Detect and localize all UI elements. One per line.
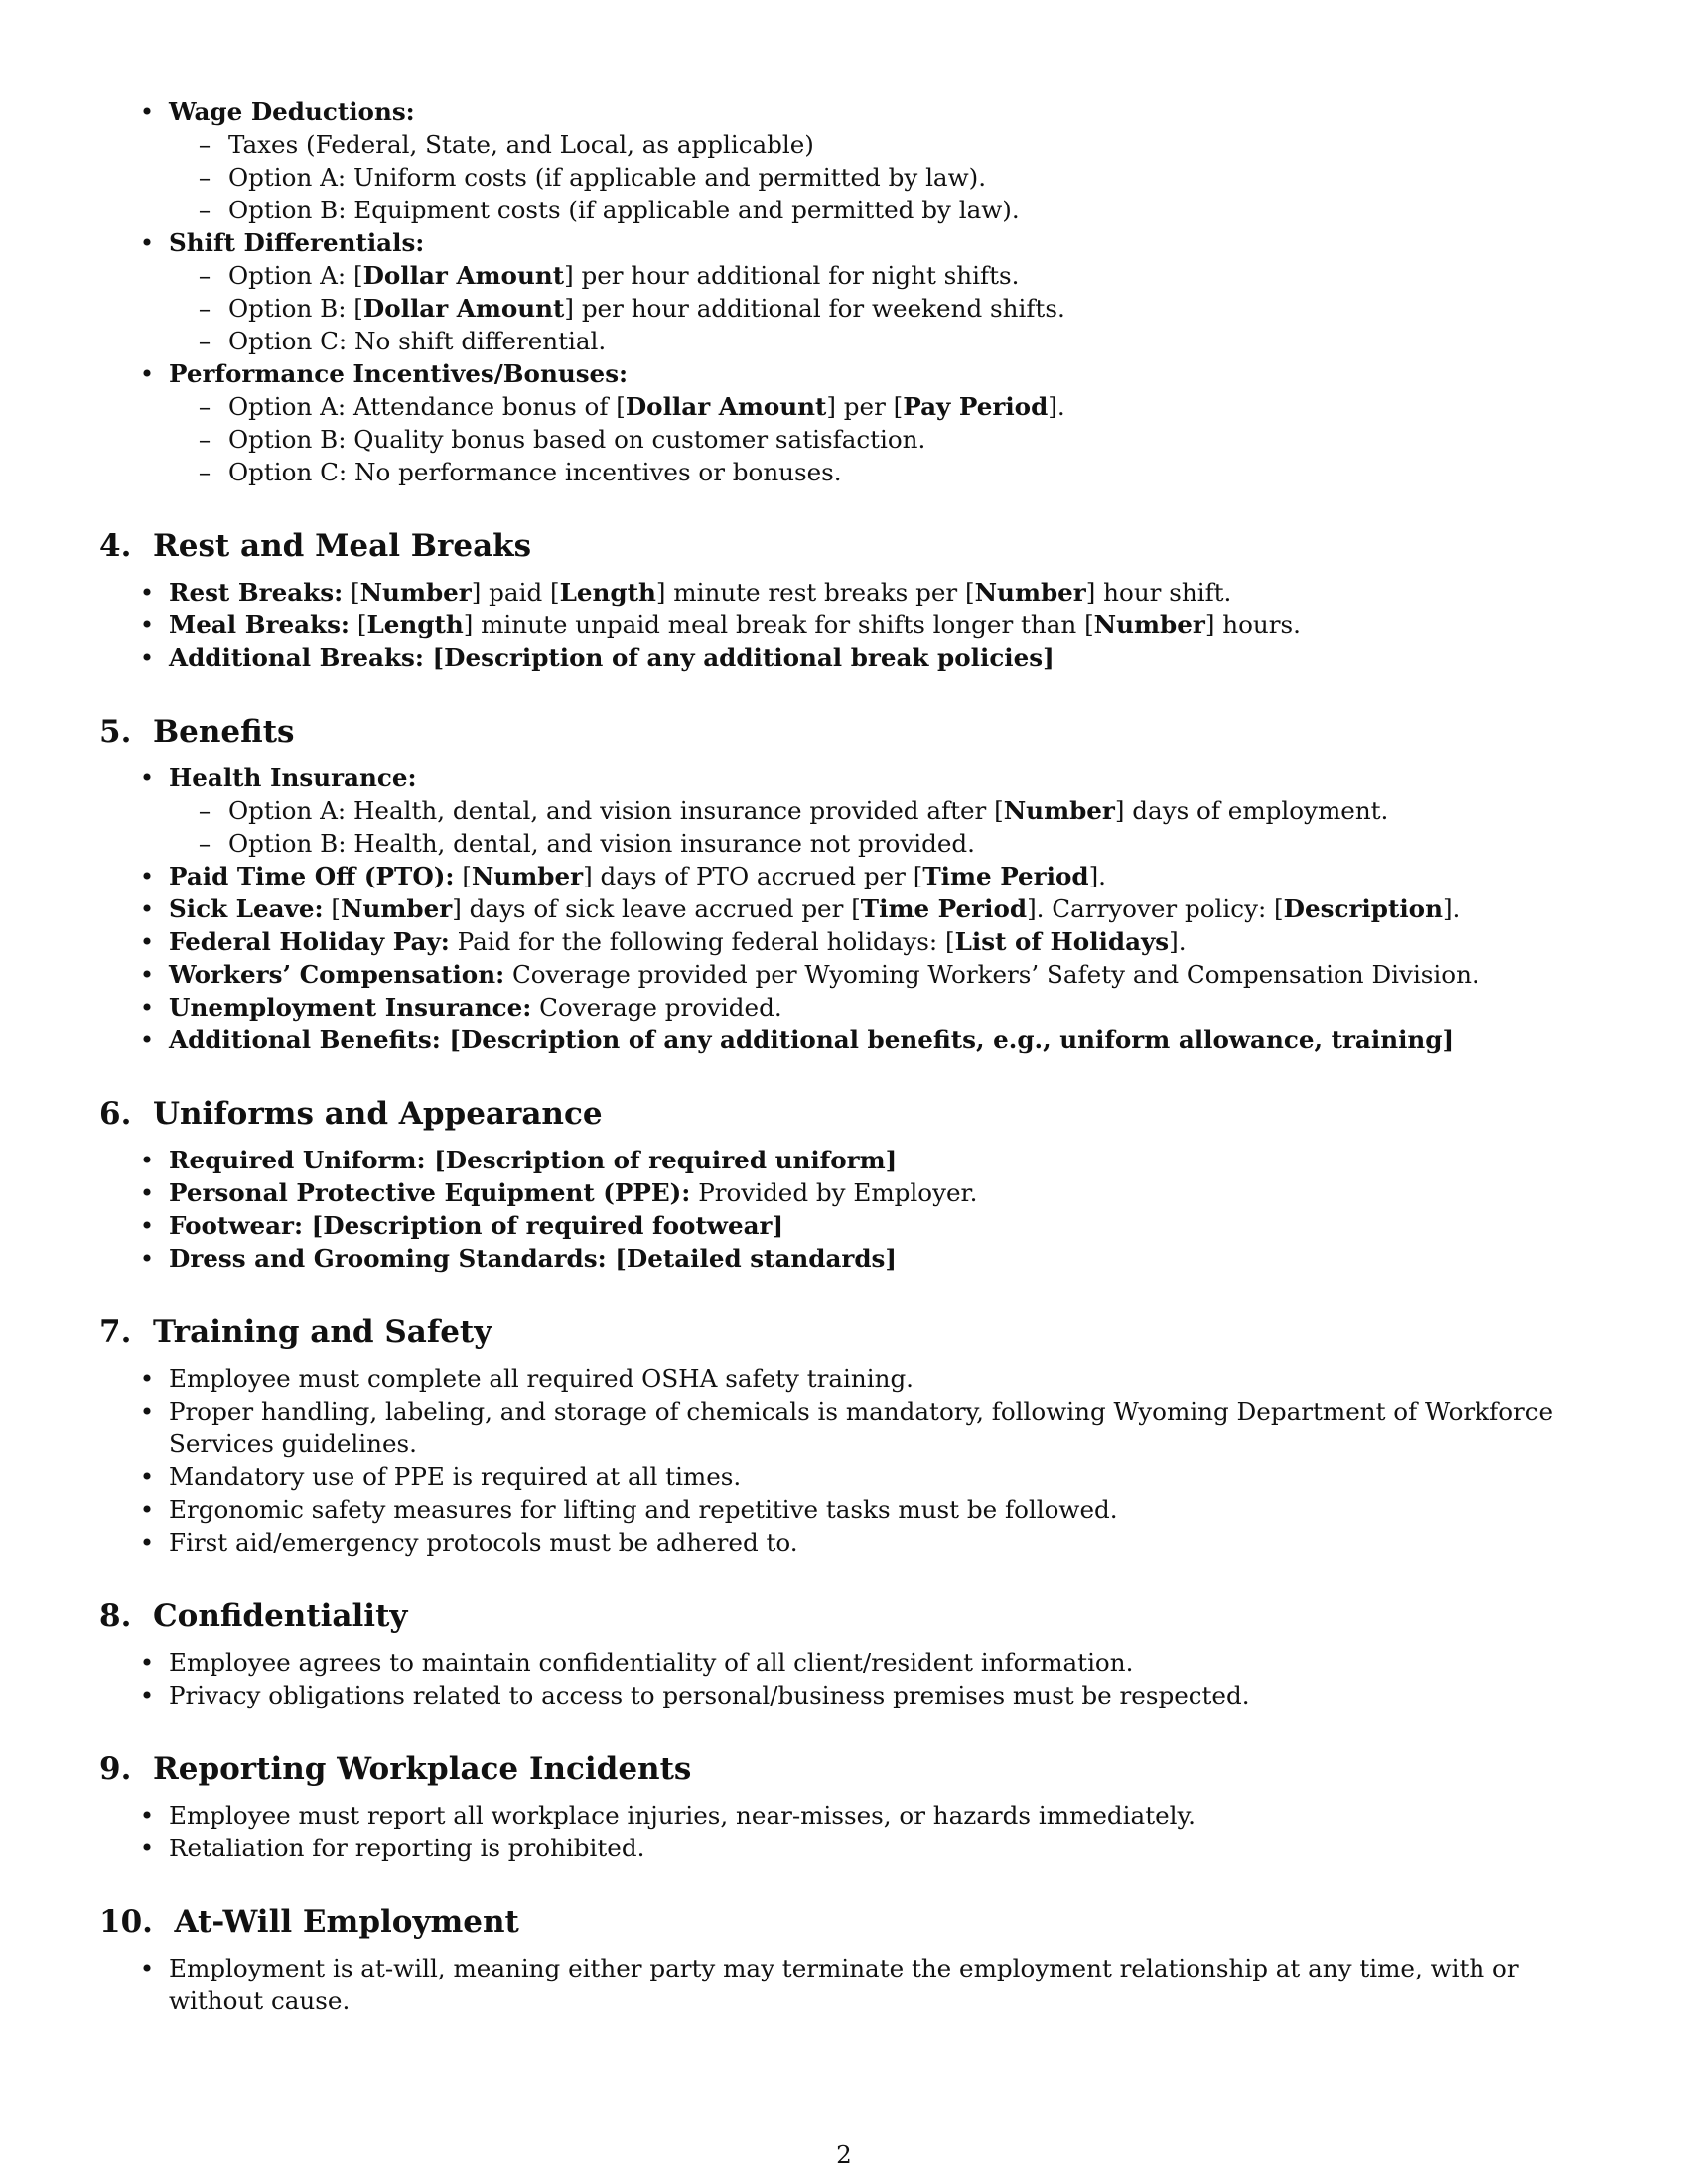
plain-text: Option A: Attendance bonus of [ [228, 392, 626, 421]
list-item [99, 1799, 1589, 1832]
bullet-marker: • [139, 1178, 155, 1207]
list-item [99, 576, 1589, 609]
dash-marker: – [198, 425, 211, 454]
bullet-marker: • [139, 578, 155, 607]
section-10 [99, 1902, 1589, 2017]
sub-list [169, 390, 1589, 488]
bullet-marker: • [139, 1364, 155, 1393]
bullet-marker: • [139, 1397, 155, 1426]
bullet-marker: • [139, 1954, 155, 1982]
bullet-marker: • [139, 228, 155, 257]
list-item [99, 1209, 1589, 1242]
plain-text: ] per [ [826, 392, 904, 421]
section-list [99, 1646, 1589, 1711]
sub-list-item [169, 292, 1589, 325]
sub-item-text: Taxes (Federal, State, and Local, as applicable) [228, 130, 814, 159]
bullet-marker: • [139, 611, 155, 639]
item-label: Dress and Grooming Standards: [169, 1244, 607, 1273]
plain-text: [ [343, 578, 360, 607]
plain-text: ] hour shift. [1085, 578, 1232, 607]
section-list [99, 576, 1589, 674]
sub-item-text: Option B: Equipment costs (if applicable and permitted by law). [228, 196, 1020, 224]
section-heading [99, 1094, 1589, 1134]
page-number: 2 [836, 2140, 852, 2169]
section-heading [99, 1902, 1589, 1942]
section-title: Uniforms and Appearance [152, 1096, 603, 1132]
item-label: Shift Differentials: [169, 228, 425, 257]
bullet-marker: • [139, 359, 155, 388]
item-text: Employee must complete all required OSHA safety training. [169, 1364, 914, 1393]
sub-list-item [169, 456, 1589, 488]
item-text: Employee must report all workplace injuries, near-misses, or hazards immediately. [169, 1801, 1196, 1830]
bold-text: Number [359, 578, 472, 607]
section-title: Training and Safety [152, 1314, 492, 1350]
plain-text: ] hours. [1204, 611, 1301, 639]
section-8 [99, 1596, 1589, 1711]
bullet-marker: • [139, 960, 155, 989]
plain-text: [ [323, 894, 341, 923]
section-number: 10. [99, 1904, 153, 1940]
plain-text: [ [454, 862, 472, 890]
plain-text: ] per hour additional for night shifts. [564, 261, 1020, 290]
dash-marker: – [198, 327, 211, 355]
plain-text: ] minute rest breaks per [ [655, 578, 975, 607]
list-item [99, 1362, 1589, 1395]
section-heading [99, 1312, 1589, 1352]
plain-text: Option A: [ [228, 261, 363, 290]
list-item [99, 860, 1589, 892]
item-label: Sick Leave: [169, 894, 324, 923]
bold-text: ] [1043, 643, 1055, 672]
list-item [99, 1646, 1589, 1679]
list-item [99, 925, 1589, 958]
bold-text: Description of required footwear [323, 1211, 773, 1240]
list-item [99, 1024, 1589, 1056]
item-text: Ergonomic safety measures for lifting and repetitive tasks must be followed. [169, 1495, 1118, 1524]
section-title: Rest and Meal Breaks [152, 528, 532, 564]
dash-marker: – [198, 458, 211, 486]
bold-text: Dollar Amount [625, 392, 827, 421]
sub-item-text: Option C: No shift differential. [228, 327, 607, 355]
plain-text: ]. [1442, 894, 1461, 923]
section-title: At-Will Employment [174, 1904, 519, 1940]
bold-text: ] [885, 1146, 898, 1174]
item-label: Wage Deductions: [169, 97, 415, 126]
bold-text: Pay Period [903, 392, 1049, 421]
section-heading [99, 712, 1589, 751]
bullet-marker: • [139, 993, 155, 1022]
bold-text: Detailed standards [626, 1244, 886, 1273]
section-9 [99, 1749, 1589, 1864]
bold-text: [ [303, 1211, 324, 1240]
bold-text: Description of any additional benefits, e.g., uniform allowance, training [460, 1025, 1443, 1054]
section-title: Reporting Workplace Incidents [152, 1751, 692, 1787]
item-text: Employment is at-will, meaning either party may terminate the employment relationship at any time, with or without cause. [169, 1954, 1519, 2015]
sub-list-item [169, 794, 1589, 827]
dash-marker: – [198, 392, 211, 421]
section-title: Benefits [152, 714, 295, 750]
list-item [99, 1176, 1589, 1209]
list-item [99, 357, 1589, 488]
bold-text: Time Period [922, 862, 1089, 890]
document-page [99, 95, 1589, 2017]
dash-marker: – [198, 196, 211, 224]
dash-marker: – [198, 294, 211, 323]
plain-text: ] per hour additional for weekend shifts. [564, 294, 1065, 323]
bullet-marker: • [139, 1834, 155, 1862]
bold-text: Description of required uniform [445, 1146, 886, 1174]
section-list [99, 761, 1589, 1056]
bullet-marker: • [139, 97, 155, 126]
dash-marker: – [198, 261, 211, 290]
item-label: Required Uniform: [169, 1146, 426, 1174]
bullet-marker: • [139, 1681, 155, 1709]
bullet-marker: • [139, 1244, 155, 1273]
sub-item-text: Option C: No performance incentives or bonuses. [228, 458, 842, 486]
sub-list-item [169, 390, 1589, 423]
list-item [99, 1679, 1589, 1711]
bold-text: [ [606, 1244, 627, 1273]
item-label: Additional Breaks: [169, 643, 424, 672]
bold-text: Dollar Amount [362, 294, 565, 323]
bold-text: ] [1442, 1025, 1455, 1054]
list-item [99, 991, 1589, 1024]
section-list [99, 1362, 1589, 1559]
section-4 [99, 526, 1589, 674]
plain-text: ]. [1048, 392, 1065, 421]
bold-text: Number [341, 894, 453, 923]
plain-text: Option B: [ [228, 294, 363, 323]
plain-text: ] days of sick leave accrued per [ [452, 894, 861, 923]
list-item [99, 609, 1589, 641]
item-label: Paid Time Off (PTO): [169, 862, 455, 890]
section-heading [99, 526, 1589, 566]
section-number: 7. [99, 1314, 132, 1350]
bold-text: Length [366, 611, 464, 639]
dash-marker: – [198, 130, 211, 159]
sub-list [169, 794, 1589, 860]
bullet-marker: • [139, 1025, 155, 1054]
section-number: 4. [99, 528, 132, 564]
plain-text: ]. [1088, 862, 1106, 890]
bold-text: Number [1093, 611, 1205, 639]
list-item [99, 1242, 1589, 1275]
bullet-marker: • [139, 1648, 155, 1677]
sub-list-item [169, 128, 1589, 161]
list-item [99, 761, 1589, 860]
list-item [99, 1144, 1589, 1176]
pay-details-list [99, 95, 1589, 488]
bold-text: Number [1003, 796, 1115, 825]
bullet-marker: • [139, 1495, 155, 1524]
item-label: Federal Holiday Pay: [169, 927, 450, 956]
bold-text: [ [425, 1146, 446, 1174]
section-6 [99, 1094, 1589, 1275]
sub-list-item [169, 325, 1589, 357]
plain-text: ] paid [ [471, 578, 560, 607]
bold-text: ] [885, 1244, 898, 1273]
bold-text: Number [974, 578, 1086, 607]
item-text: Retaliation for reporting is prohibited. [169, 1834, 645, 1862]
item-label: Additional Benefits: [169, 1025, 441, 1054]
plain-text: Coverage provided. [531, 993, 782, 1022]
sub-list-item [169, 161, 1589, 194]
bold-text: [ [440, 1025, 461, 1054]
plain-text: Option A: Health, dental, and vision insurance provided after [ [228, 796, 1004, 825]
item-label: Footwear: [169, 1211, 304, 1240]
list-item [99, 1832, 1589, 1864]
dash-marker: – [198, 829, 211, 858]
plain-text: ]. [1169, 927, 1187, 956]
bullet-marker: • [139, 1801, 155, 1830]
bullet-marker: • [139, 1462, 155, 1491]
plain-text: Coverage provided per Wyoming Workers’ Safety and Compensation Division. [504, 960, 1479, 989]
section-7 [99, 1312, 1589, 1559]
plain-text: ] days of PTO accrued per [ [583, 862, 923, 890]
item-label: Health Insurance: [169, 763, 417, 792]
bold-text: Time Period [860, 894, 1028, 923]
section-number: 6. [99, 1096, 132, 1132]
item-text: First aid/emergency protocols must be adhered to. [169, 1528, 798, 1557]
list-item [99, 1460, 1589, 1493]
sub-list [169, 128, 1589, 226]
list-item [99, 958, 1589, 991]
section-title: Confidentiality [152, 1598, 408, 1634]
section-list [99, 1799, 1589, 1864]
sections-container [99, 526, 1589, 2017]
bold-text: Number [471, 862, 584, 890]
sub-item-text: Option A: Uniform costs (if applicable and permitted by law). [228, 163, 987, 192]
section-number: 5. [99, 714, 132, 750]
list-item [99, 1526, 1589, 1559]
list-item [99, 892, 1589, 925]
bullet-marker: • [139, 1211, 155, 1240]
section-list [99, 1952, 1589, 2017]
bold-text: Description of any additional break policies [444, 643, 1044, 672]
sub-list [169, 259, 1589, 357]
sub-list-item [169, 259, 1589, 292]
item-label: Workers’ Compensation: [169, 960, 505, 989]
item-label: Performance Incentives/Bonuses: [169, 359, 629, 388]
plain-text: ] minute unpaid meal break for shifts longer than [ [463, 611, 1094, 639]
sub-list-item [169, 827, 1589, 860]
list-item [99, 1952, 1589, 2017]
plain-text: Paid for the following federal holidays: [ [449, 927, 955, 956]
dash-marker: – [198, 163, 211, 192]
section-number: 9. [99, 1751, 132, 1787]
section-number: 8. [99, 1598, 132, 1634]
item-text: Privacy obligations related to access to personal/business premises must be respected. [169, 1681, 1250, 1709]
bullet-marker: • [139, 927, 155, 956]
item-label: Rest Breaks: [169, 578, 344, 607]
bold-text: ] [772, 1211, 784, 1240]
bullet-marker: • [139, 763, 155, 792]
item-text: Employee agrees to maintain confidentiality of all client/resident information. [169, 1648, 1134, 1677]
list-item [99, 641, 1589, 674]
bullet-marker: • [139, 643, 155, 672]
section-heading [99, 1596, 1589, 1636]
sub-item-text: Option B: Quality bonus based on customer satisfaction. [228, 425, 926, 454]
item-label: Personal Protective Equipment (PPE): [169, 1178, 691, 1207]
plain-text: Provided by Employer. [690, 1178, 978, 1207]
bold-text: [ [423, 643, 445, 672]
list-item [99, 226, 1589, 357]
bold-text: Description [1283, 894, 1443, 923]
bullet-marker: • [139, 1528, 155, 1557]
item-text: Mandatory use of PPE is required at all times. [169, 1462, 742, 1491]
item-label: Meal Breaks: [169, 611, 351, 639]
list-item [99, 1493, 1589, 1526]
item-label: Unemployment Insurance: [169, 993, 532, 1022]
sub-item-text: Option B: Health, dental, and vision insurance not provided. [228, 829, 975, 858]
bullet-marker: • [139, 1146, 155, 1174]
item-text: Proper handling, labeling, and storage of chemicals is mandatory, following Wyoming Department of Workforce Services guidelines. [169, 1397, 1554, 1458]
section-heading [99, 1749, 1589, 1789]
list-item [99, 95, 1589, 226]
section-5 [99, 712, 1589, 1056]
bullet-marker: • [139, 862, 155, 890]
bold-text: List of Holidays [954, 927, 1170, 956]
dash-marker: – [198, 796, 211, 825]
list-item [99, 1395, 1589, 1460]
plain-text: ] days of employment. [1114, 796, 1389, 825]
plain-text: ]. Carryover policy: [ [1027, 894, 1284, 923]
plain-text: [ [350, 611, 367, 639]
section-list [99, 1144, 1589, 1275]
sub-list-item [169, 423, 1589, 456]
sub-list-item [169, 194, 1589, 226]
bold-text: Length [559, 578, 656, 607]
bullet-marker: • [139, 894, 155, 923]
bold-text: Dollar Amount [362, 261, 565, 290]
